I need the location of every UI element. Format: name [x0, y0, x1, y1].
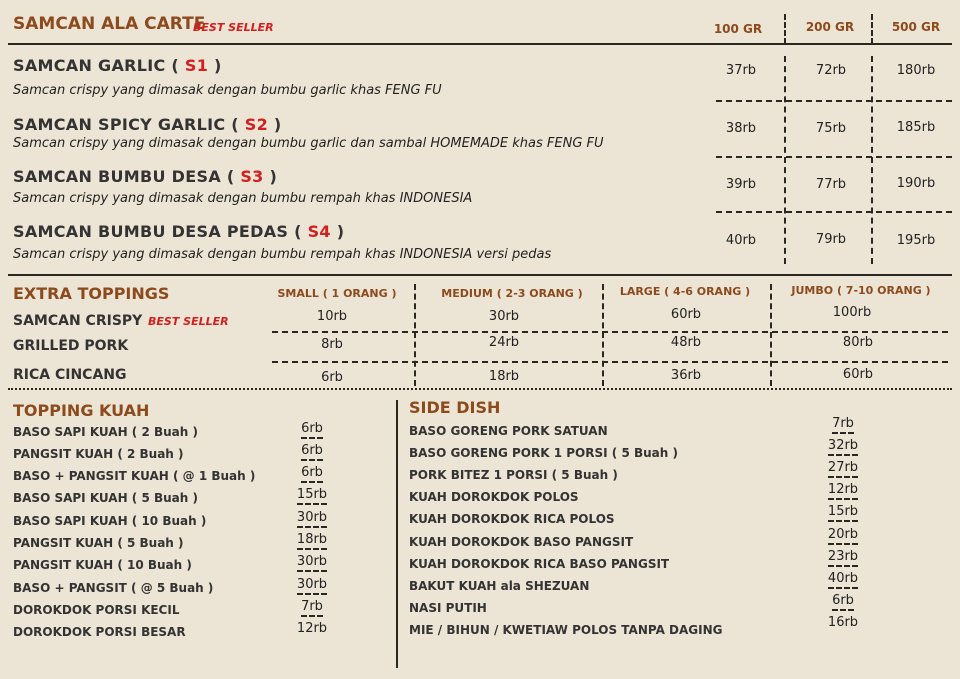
- extra-item-name: RICA CINCANG: [13, 367, 127, 383]
- kuah-item-price: [294, 554, 330, 569]
- kuah-item-price: [294, 532, 330, 547]
- extra-row-line: [272, 361, 948, 363]
- samcan-price: 185rb: [896, 120, 936, 135]
- samcan-item-name: SAMCAN SPICY GARLIC ( S2 ): [13, 115, 282, 134]
- kuah-item-price: [294, 510, 330, 525]
- samcan-price: 195rb: [896, 233, 936, 248]
- samcan-price: 38rb: [725, 121, 757, 136]
- side-price-value: 27rb: [828, 460, 858, 478]
- extra-size-large: LARGE ( 4-6 ORANG ): [619, 285, 751, 298]
- extra-price: 36rb: [670, 368, 702, 383]
- extra-size-medium: MEDIUM ( 2-3 ORANG ): [441, 287, 583, 300]
- kuah-price-value: 30rb: [297, 554, 327, 572]
- extra-price: 10rb: [316, 309, 348, 324]
- extra-divider: [770, 284, 772, 386]
- samcan-header-divider: [871, 14, 873, 44]
- side-item-name: BASO GORENG PORK 1 PORSI ( 5 Buah ): [409, 446, 678, 460]
- extra-size-jumbo: JUMBO ( 7-10 ORANG ): [791, 284, 931, 297]
- kuah-item-name: BASO + PANGSIT ( @ 5 Buah ): [13, 581, 214, 595]
- kuah-side-divider: [396, 400, 398, 668]
- kuah-item-price: [294, 443, 330, 458]
- samcan-title: SAMCAN ALA CARTE: [13, 14, 206, 34]
- samcan-price: 72rb: [815, 63, 847, 78]
- side-price-value: 12rb: [828, 482, 858, 500]
- side-item-name: KUAH DOROKDOK POLOS: [409, 490, 579, 504]
- extra-price: 60rb: [842, 367, 874, 382]
- side-item-price: [824, 460, 862, 475]
- extra-price: 24rb: [488, 335, 520, 350]
- size-200gr: 200 GR: [805, 20, 855, 34]
- kuah-price-value: 6rb: [301, 465, 323, 483]
- side-item-name: BAKUT KUAH ala SHEZUAN: [409, 579, 590, 593]
- side-item-price: [824, 504, 862, 519]
- kuah-item-name: PANGSIT KUAH ( 10 Buah ): [13, 558, 192, 572]
- samcan-price: 40rb: [725, 233, 757, 248]
- section-rule: [8, 274, 952, 276]
- kuah-price-value: 15rb: [297, 487, 327, 505]
- samcan-best-seller-badge: BEST SELLER: [193, 21, 274, 34]
- samcan-price: 79rb: [815, 232, 847, 247]
- side-price-value: 32rb: [828, 438, 858, 456]
- side-price-value: 6rb: [832, 593, 854, 611]
- side-price-value: 23rb: [828, 549, 858, 567]
- extra-best-seller-badge: BEST SELLER: [148, 315, 229, 328]
- size-100gr: 100 GR: [713, 22, 763, 36]
- kuah-item-name: BASO + PANGSIT KUAH ( @ 1 Buah ): [13, 469, 256, 483]
- kuah-item-name: DOROKDOK PORSI KECIL: [13, 603, 180, 617]
- extra-price: 100rb: [832, 305, 872, 320]
- side-item-price: [824, 593, 862, 608]
- extra-title: EXTRA TOPPINGS: [13, 284, 170, 303]
- kuah-title: TOPPING KUAH: [13, 401, 150, 420]
- samcan-item-name: SAMCAN BUMBU DESA PEDAS ( S4 ): [13, 222, 345, 241]
- extra-divider: [602, 284, 604, 386]
- side-price-value: 20rb: [828, 527, 858, 545]
- extra-price: 6rb: [321, 370, 343, 385]
- extra-price: 30rb: [488, 309, 520, 324]
- kuah-item-name: PANGSIT KUAH ( 2 Buah ): [13, 447, 184, 461]
- samcan-price: 180rb: [896, 63, 936, 78]
- samcan-price: 37rb: [725, 63, 757, 78]
- price-grid-divider: [784, 56, 786, 264]
- samcan-item-desc: Samcan crispy yang dimasak dengan bumbu rempah khas INDONESIA: [13, 191, 473, 206]
- samcan-item-name: SAMCAN GARLIC ( S1 ): [13, 56, 222, 75]
- kuah-item-price: [294, 621, 330, 636]
- samcan-header-divider: [784, 14, 786, 44]
- kuah-item-price: [294, 487, 330, 502]
- kuah-price-value: 6rb: [301, 421, 323, 439]
- kuah-price-value: 30rb: [297, 510, 327, 528]
- kuah-price-value: 12rb: [296, 621, 328, 636]
- side-item-price: [824, 482, 862, 497]
- extra-divider: [414, 284, 416, 386]
- price-grid-line: [716, 100, 952, 102]
- side-price-value: 7rb: [832, 416, 854, 434]
- side-price-value: 40rb: [828, 571, 858, 589]
- samcan-price: 77rb: [815, 177, 847, 192]
- extra-price: 80rb: [842, 335, 874, 350]
- side-price-value: 15rb: [828, 504, 858, 522]
- extra-price: 8rb: [321, 337, 343, 352]
- side-price-value: 16rb: [827, 615, 859, 630]
- extra-item-name: GRILLED PORK: [13, 338, 129, 354]
- samcan-item-name: SAMCAN BUMBU DESA ( S3 ): [13, 167, 278, 186]
- size-500gr: 500 GR: [891, 20, 941, 34]
- kuah-item-name: PANGSIT KUAH ( 5 Buah ): [13, 536, 184, 550]
- kuah-price-value: 30rb: [297, 577, 327, 595]
- side-title: SIDE DISH: [409, 398, 501, 417]
- kuah-price-value: 7rb: [301, 599, 323, 617]
- extra-row-line: [272, 331, 948, 333]
- extra-bottom-rule: [8, 388, 952, 390]
- extra-price: 48rb: [670, 335, 702, 350]
- samcan-item-desc: Samcan crispy yang dimasak dengan bumbu garlic khas FENG FU: [13, 83, 442, 98]
- price-grid-line: [716, 211, 952, 213]
- samcan-item-desc: Samcan crispy yang dimasak dengan bumbu garlic dan sambal HOMEMADE khas FENG FU: [13, 136, 604, 151]
- samcan-item-desc: Samcan crispy yang dimasak dengan bumbu rempah khas INDONESIA versi pedas: [13, 247, 552, 262]
- kuah-price-value: 18rb: [297, 532, 327, 550]
- side-item-price: [824, 527, 862, 542]
- kuah-item-name: BASO SAPI KUAH ( 2 Buah ): [13, 425, 198, 439]
- side-item-name: NASI PUTIH: [409, 601, 487, 615]
- extra-size-small: SMALL ( 1 ORANG ): [277, 287, 397, 300]
- extra-price: 18rb: [488, 369, 520, 384]
- samcan-price: 39rb: [725, 177, 757, 192]
- kuah-item-price: [294, 577, 330, 592]
- kuah-item-price: [294, 465, 330, 480]
- extra-item-name: SAMCAN CRISPY: [13, 313, 143, 329]
- kuah-item-name: BASO SAPI KUAH ( 5 Buah ): [13, 491, 198, 505]
- side-item-name: KUAH DOROKDOK BASO PANGSIT: [409, 535, 634, 549]
- side-item-name: KUAH DOROKDOK RICA BASO PANGSIT: [409, 557, 670, 571]
- side-item-price: [824, 615, 862, 630]
- side-item-name: KUAH DOROKDOK RICA POLOS: [409, 512, 615, 526]
- kuah-item-name: BASO SAPI KUAH ( 10 Buah ): [13, 514, 207, 528]
- side-item-price: [824, 416, 862, 431]
- samcan-header-rule: [8, 43, 952, 45]
- side-item-name: MIE / BIHUN / KWETIAW POLOS TANPA DAGING: [409, 623, 723, 637]
- side-item-price: [824, 549, 862, 564]
- kuah-item-price: [294, 599, 330, 614]
- price-grid-line: [716, 156, 952, 158]
- side-item-name: PORK BITEZ 1 PORSI ( 5 Buah ): [409, 468, 618, 482]
- samcan-price: 75rb: [815, 121, 847, 136]
- kuah-price-value: 6rb: [301, 443, 323, 461]
- side-item-price: [824, 571, 862, 586]
- samcan-price: 190rb: [896, 176, 936, 191]
- side-item-price: [824, 438, 862, 453]
- extra-price: 60rb: [670, 307, 702, 322]
- kuah-item-name: DOROKDOK PORSI BESAR: [13, 625, 186, 639]
- side-item-name: BASO GORENG PORK SATUAN: [409, 424, 608, 438]
- price-grid-divider: [871, 56, 873, 264]
- kuah-item-price: [294, 421, 330, 436]
